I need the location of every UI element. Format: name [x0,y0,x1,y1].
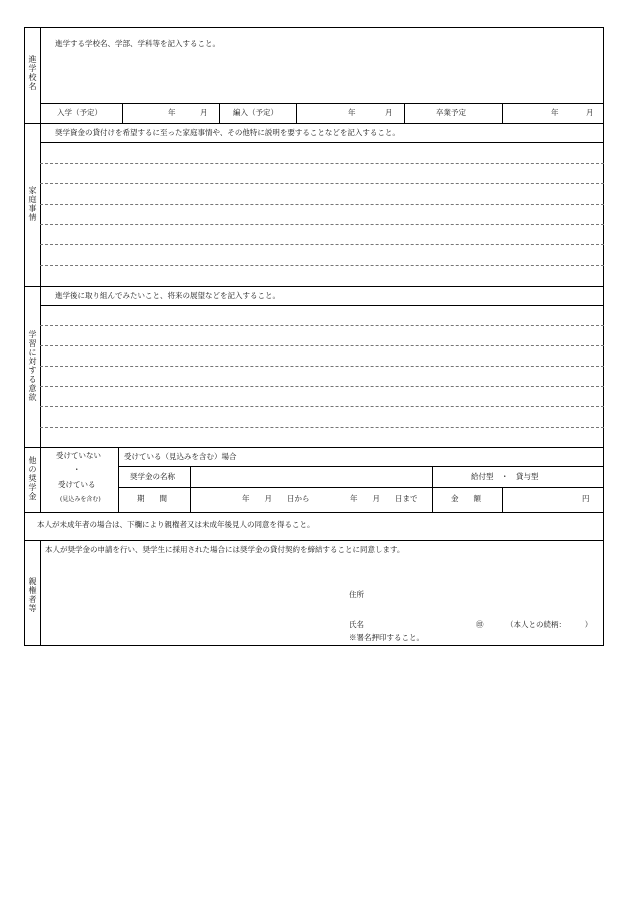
period-from[interactable]: 年 月 日から [242,494,310,503]
school-instruction: 進学する学校名、学部、学科等を記入すること。 [55,39,220,48]
label-column-divider-guardian [40,540,41,646]
amount-yen-unit[interactable]: 円 [582,494,590,503]
study-writing-line[interactable] [40,386,604,387]
signature-note: ※署名押印すること。 [349,633,424,642]
study-section-bottom [24,447,604,448]
family-writing-line[interactable] [40,224,604,225]
other-cell-divider [432,466,433,512]
school-row-divider [40,103,604,104]
study-writing-line[interactable] [40,366,604,367]
period-label: 期 間 [137,494,167,503]
study-writing-line[interactable] [40,345,604,346]
other-scholarship-label: 他の奨学金 [28,456,37,501]
receiving-case-label: 受けている（見込みを含む）場合 [124,452,237,461]
school-cell-divider [404,103,405,123]
study-writing-line[interactable] [40,325,604,326]
seal-mark: ㊞ [476,620,484,629]
scholarship-name-label: 奨学金の名称 [130,472,175,481]
family-instruction: 奨学資金の貸付けを希望するに至った家庭事情や、その他特に説明を要することなどを記入すること。 [55,128,400,137]
label-column-divider [40,27,41,512]
school-cell-divider [122,103,123,123]
admission-month-unit[interactable]: 月 [200,108,208,117]
other-cell-divider [502,487,503,512]
study-header-line [40,305,604,306]
amount-label: 金 額 [451,494,481,503]
transfer-label: 編入（予定） [233,108,278,117]
option-separator: ・ [73,465,81,474]
minor-note-bottom [24,540,604,541]
school-cell-divider [219,103,220,123]
study-section-label: 学習に対する意欲 [28,330,37,402]
family-writing-line[interactable] [40,244,604,245]
including-expected-note: (見込みを含む) [60,496,101,503]
family-writing-line[interactable] [40,204,604,205]
admission-label: 入学（予定） [57,108,102,117]
transfer-month-unit[interactable]: 月 [385,108,393,117]
family-header-line [40,142,604,143]
study-writing-line[interactable] [40,406,604,407]
family-writing-line[interactable] [40,163,604,164]
family-section-label: 家庭事情 [28,186,37,222]
period-to[interactable]: 年 月 日まで [350,494,418,503]
family-section-bottom [24,286,604,287]
study-instruction: 進学後に取り組んでみたいこと、将来の展望などを記入すること。 [55,291,280,300]
receiving-option[interactable]: 受けている [58,480,96,489]
graduation-month-unit[interactable]: 月 [586,108,594,117]
school-cell-divider [502,103,503,123]
other-status-divider [118,447,119,512]
other-section-bottom [24,512,604,513]
transfer-year-unit[interactable]: 年 [348,108,356,117]
graduation-label: 卒業予定 [436,108,466,117]
school-section-bottom [24,123,604,124]
guardian-name-label[interactable]: 氏名 [349,620,364,629]
family-writing-line[interactable] [40,265,604,266]
admission-year-unit[interactable]: 年 [168,108,176,117]
school-cell-divider [296,103,297,123]
family-writing-line[interactable] [40,183,604,184]
school-section-label: 進学校名 [28,55,37,91]
relationship-field[interactable]: （本人との続柄： ） [506,620,593,629]
not-receiving-option[interactable]: 受けていない [56,451,101,460]
study-writing-line[interactable] [40,427,604,428]
guardian-section-label: 親権者等 [28,577,37,613]
minor-consent-note: 本人が未成年者の場合は、下欄により親権者又は未成年後見人の同意を得ること。 [37,520,315,529]
guardian-consent-statement: 本人が奨学金の申請を行い、奨学生に採用された場合には奨学金の貸付契約を締結することに同意します。 [45,545,405,554]
scholarship-type-options[interactable]: 給付型 ・ 貸与型 [471,472,539,481]
guardian-address-label[interactable]: 住所 [349,590,364,599]
graduation-year-unit[interactable]: 年 [551,108,559,117]
other-cell-divider [190,466,191,512]
